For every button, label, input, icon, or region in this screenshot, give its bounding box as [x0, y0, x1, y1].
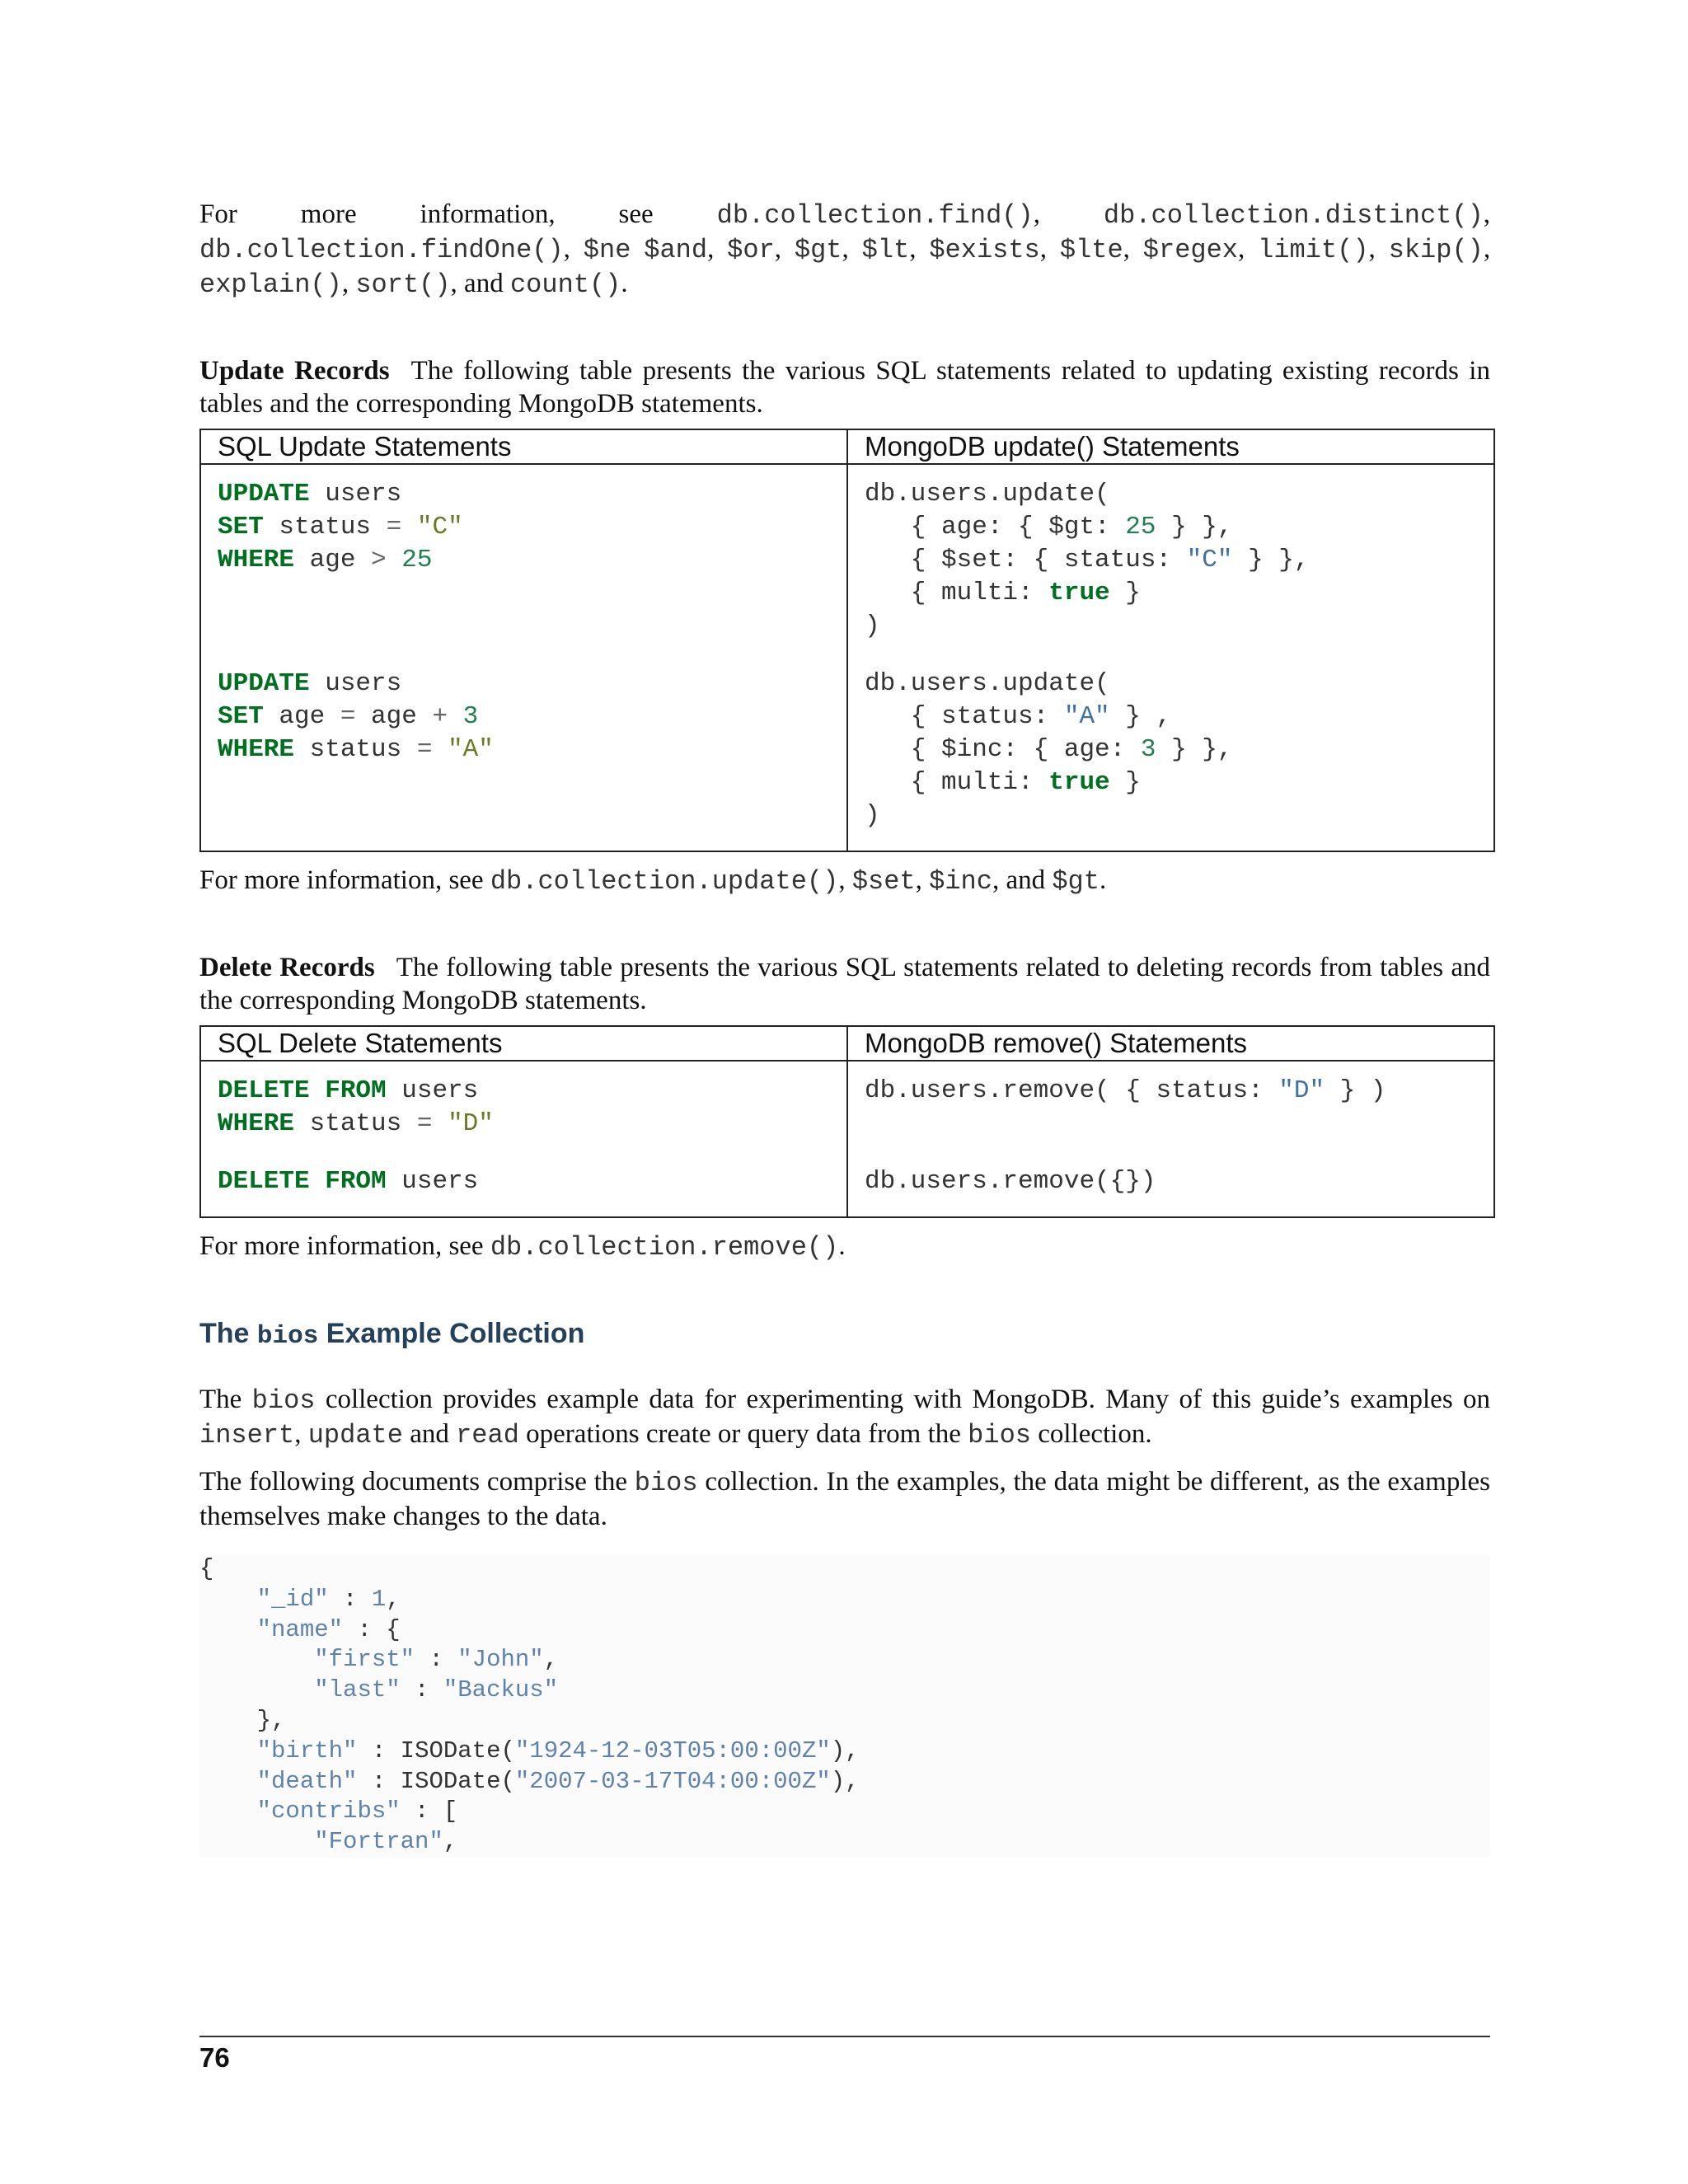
heading-code: bios: [256, 1322, 319, 1351]
sql-keyword: WHERE: [218, 1109, 295, 1138]
footer-divider: [199, 2036, 1490, 2037]
page-number: 76: [199, 2042, 230, 2073]
sentence-end: .: [1099, 865, 1107, 895]
table-row: [200, 1141, 1494, 1217]
ref-link[interactable]: db.collection.distinct(): [1103, 200, 1484, 231]
sql-cell: [200, 1141, 847, 1217]
text-run: The: [199, 1385, 242, 1414]
ref-link[interactable]: $or: [727, 235, 775, 265]
heading-word: Example Collection: [326, 1318, 585, 1349]
delete-comparison-table: [199, 1025, 1495, 1218]
mongo-cell: [847, 643, 1494, 851]
update-records-paragraph: [199, 354, 1490, 420]
section-runin-title: Delete Records: [199, 953, 375, 982]
ref-link[interactable]: $lt: [861, 235, 910, 265]
mongo-code-block: db.users.remove( { status: "D" } ): [865, 1076, 1386, 1105]
text-run: collection.: [1038, 1419, 1152, 1449]
ref-link[interactable]: $gt: [1052, 866, 1100, 897]
text-run: collection. In the examples, the data might be different, as the examples themselves make changes to the data.: [199, 1467, 1491, 1531]
bios-docs-paragraph: [199, 1465, 1490, 1533]
ref-link[interactable]: $lte: [1059, 235, 1123, 265]
inline-code: bios: [251, 1385, 316, 1416]
table-row: [200, 643, 1494, 851]
text-run: The following documents comprise the: [199, 1467, 627, 1497]
more-info-prefix: For more information, see: [199, 1231, 484, 1261]
delete-records-section: [199, 951, 1490, 1264]
ref-link[interactable]: $and: [644, 235, 708, 265]
column-header-mongo: MongoDB update() Statements: [847, 429, 1494, 464]
code-line: "Fortran",: [314, 1828, 458, 1856]
ref-link[interactable]: skip(): [1388, 235, 1484, 265]
inline-code: bios: [968, 1420, 1031, 1451]
and-word: and: [1006, 865, 1046, 895]
inline-code: insert: [199, 1420, 295, 1451]
mongo-cell: [847, 1061, 1494, 1141]
sql-code-block: DELETE FROM users WHERE status = "D": [218, 1076, 494, 1138]
sql-keyword: SET: [218, 702, 264, 731]
mongo-code-block: db.users.update( { status: "A" } , { $inc: { age: 3 } }, { multi: true } ): [865, 669, 1233, 830]
code-line: "_id" : 1,: [256, 1585, 401, 1613]
ref-link[interactable]: db.collection.remove(): [490, 1232, 839, 1263]
ref-link[interactable]: $gt: [794, 235, 842, 265]
code-line: "birth" : ISODate("1924-12-03T05:00:00Z"),: [256, 1736, 860, 1765]
page-content: [199, 198, 1490, 1858]
ref-link[interactable]: limit(): [1258, 235, 1369, 265]
inline-code: update: [307, 1420, 403, 1451]
ref-link[interactable]: $exists: [929, 235, 1040, 265]
mongo-code-block: db.users.remove({}): [865, 1167, 1156, 1196]
sql-cell: [200, 1061, 847, 1141]
sentence-end: .: [621, 269, 628, 298]
sql-keyword: DELETE FROM: [218, 1167, 387, 1196]
text-run: and: [410, 1419, 449, 1449]
bios-intro-paragraph: [199, 1383, 1490, 1452]
ref-link[interactable]: $regex: [1142, 235, 1238, 265]
intro-text: For more information, see: [199, 199, 654, 229]
ref-link[interactable]: db.collection.update(): [490, 866, 839, 897]
sql-keyword: DELETE FROM: [218, 1076, 387, 1105]
sql-code-block: UPDATE users SET age = age + 3 WHERE status = "A": [218, 669, 494, 764]
intro-paragraph: For more information, see db.collection.find(), db.collection.distinct(), db.collection.findOne(), $ne $and, $or, $gt, $lt, $exists, $lte, $regex, limit(), skip(), explain(), sort(), and count().: [199, 199, 1491, 300]
section-text: The following table presents the various SQL statements related to deleting records from tables and the corresponding MongoDB statements.: [199, 953, 1490, 1015]
text-run: ,: [294, 1419, 302, 1449]
section-text: The following table presents the various SQL statements related to updating existing records in tables and the corresponding MongoDB statements.: [199, 356, 1490, 419]
sql-keyword: WHERE: [218, 735, 295, 764]
ref-link[interactable]: count(): [509, 269, 621, 300]
ref-link[interactable]: db.collection.findOne(): [199, 235, 564, 265]
mongo-cell: [847, 1141, 1494, 1217]
and-word: and: [464, 269, 504, 298]
more-info-prefix: For more information, see: [199, 865, 484, 895]
code-line: "name" : {: [256, 1615, 401, 1643]
inline-code: read: [456, 1420, 519, 1451]
ref-link[interactable]: db.collection.find(): [716, 200, 1034, 231]
sql-keyword: WHERE: [218, 546, 295, 574]
bios-heading: [199, 1317, 1490, 1353]
ref-link[interactable]: $set: [851, 866, 916, 897]
text-run: collection provides example data for experimenting with MongoDB. Many of this guide’s examples on: [325, 1385, 1491, 1414]
code-line: "last" : "Backus": [314, 1676, 559, 1704]
sql-keyword: UPDATE: [218, 480, 310, 509]
sql-cell: [200, 464, 847, 643]
code-line: "contribs" : [: [256, 1797, 458, 1825]
section-runin-title: Update Records: [199, 356, 390, 386]
sql-code-block: UPDATE users SET status = "C" WHERE age > 25: [218, 480, 463, 574]
sql-cell: [200, 643, 847, 851]
sql-keyword: UPDATE: [218, 669, 310, 698]
bios-json-code-block: [199, 1554, 1490, 1858]
mongo-code-block: db.users.update( { age: { $gt: 25 } }, { $set: { status: "C" } }, { multi: true } ): [865, 480, 1310, 640]
table-row: [200, 1061, 1494, 1141]
code-line: },: [199, 1706, 286, 1734]
sql-keyword: SET: [218, 513, 264, 541]
update-comparison-table: [199, 429, 1495, 852]
column-header-mongo: MongoDB remove() Statements: [847, 1026, 1494, 1061]
sql-code-block: DELETE FROM users: [218, 1167, 479, 1196]
code-line: "death" : ISODate("2007-03-17T04:00:00Z"),: [256, 1767, 860, 1795]
delete-records-paragraph: [199, 951, 1490, 1017]
column-header-sql: SQL Update Statements: [200, 429, 847, 464]
ref-link[interactable]: explain(): [199, 269, 342, 300]
update-records-section: [199, 354, 1490, 898]
code-line: "first" : "John",: [314, 1646, 559, 1674]
sentence-end: .: [838, 1231, 846, 1261]
ref-link[interactable]: $inc: [929, 866, 992, 897]
table-row: [200, 464, 1494, 643]
code-line: {: [199, 1555, 214, 1582]
text-run: operations create or query data from the: [526, 1419, 961, 1449]
ref-link[interactable]: $ne: [583, 235, 631, 265]
heading-word: The: [199, 1318, 250, 1349]
delete-more-info: [199, 1230, 1490, 1264]
column-header-sql: SQL Delete Statements: [200, 1026, 847, 1061]
update-more-info: For more information, see db.collection.update(), $set, $inc, and $gt.: [199, 865, 1107, 897]
ref-link[interactable]: sort(): [355, 269, 451, 300]
mongo-cell: [847, 464, 1494, 643]
inline-code: bios: [634, 1468, 698, 1498]
